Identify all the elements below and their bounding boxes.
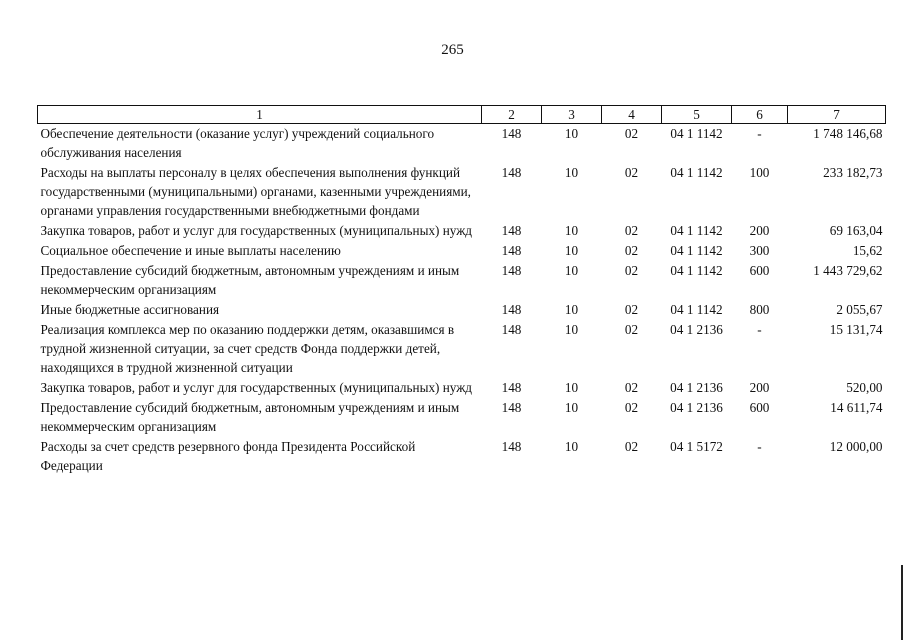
row-amount-cell: 520,00	[846, 380, 883, 395]
table-row	[38, 163, 886, 221]
row-code-3-cell: 10	[564, 380, 579, 395]
table-row	[38, 320, 886, 378]
row-code-6-cell: 600	[749, 263, 770, 278]
row-code-3-cell: 10	[564, 223, 579, 238]
row-code-4-cell: 02	[624, 380, 639, 395]
row-code-2-cell: 148	[501, 126, 522, 141]
row-name-cell: Реализация комплекса мер по оказанию поддержки детям, оказавшимся в трудной жизненной ситуации, за счет средств Фонда поддержки детей, находящихся в трудной жизненной ситуации	[40, 322, 455, 375]
row-code-6-cell: -	[757, 322, 762, 337]
row-name-cell: Предоставление субсидий бюджетным, автономным учреждениям и иным некоммерческим организациям	[40, 263, 460, 297]
row-code-6-cell: 600	[749, 400, 770, 415]
row-code-3-cell: 10	[564, 302, 579, 317]
row-amount-cell: 15 131,74	[829, 322, 883, 337]
row-code-3-cell: 10	[564, 400, 579, 415]
column-header-1: 1	[38, 106, 482, 124]
row-code-2-cell: 148	[501, 223, 522, 238]
row-amount-cell: 1 748 146,68	[813, 126, 883, 141]
row-code-2-cell: 148	[501, 400, 522, 415]
row-code-5-cell: 04 1 2136	[670, 400, 723, 415]
row-amount-cell: 14 611,74	[830, 400, 883, 415]
row-name-cell: Предоставление субсидий бюджетным, автономным учреждениям и иным некоммерческим организациям	[40, 400, 460, 434]
table-row	[38, 300, 886, 320]
column-header-4: 4	[602, 106, 662, 124]
row-code-5-cell: 04 1 1142	[670, 223, 723, 238]
row-code-6-cell: -	[757, 126, 762, 141]
row-code-4-cell: 02	[624, 126, 639, 141]
row-code-3-cell: 10	[564, 439, 579, 454]
column-header-7: 7	[788, 106, 886, 124]
row-code-6-cell: 200	[749, 223, 770, 238]
row-code-2-cell: 148	[501, 243, 522, 258]
row-name-cell: Иные бюджетные ассигнования	[40, 302, 220, 317]
row-code-6-cell: 100	[749, 165, 770, 180]
row-code-6-cell: 300	[749, 243, 770, 258]
page-number: 265	[441, 42, 464, 58]
row-code-3-cell: 10	[564, 322, 579, 337]
table-body	[38, 124, 886, 477]
row-code-5-cell: 04 1 2136	[670, 322, 723, 337]
column-header-3: 3	[542, 106, 602, 124]
table-row	[38, 398, 886, 437]
row-code-4-cell: 02	[624, 302, 639, 317]
page-edge-line	[901, 565, 903, 640]
table-row	[38, 241, 886, 261]
row-amount-cell: 1 443 729,62	[813, 263, 883, 278]
row-name-cell: Обеспечение деятельности (оказание услуг) учреждений социального обслуживания населения	[40, 126, 435, 160]
row-amount-cell: 233 182,73	[823, 165, 883, 180]
table-row	[38, 437, 886, 476]
row-code-6-cell: 200	[749, 380, 770, 395]
row-code-4-cell: 02	[624, 400, 639, 415]
table-row	[38, 124, 886, 164]
row-code-5-cell: 04 1 1142	[670, 243, 723, 258]
row-code-5-cell: 04 1 2136	[670, 380, 723, 395]
row-amount-cell: 2 055,67	[836, 302, 883, 317]
row-name-cell: Расходы на выплаты персоналу в целях обеспечения выполнения функций государственными (муниципальными) органами, казенными учреждениями, органами управления государственными внебюджетными фондами	[40, 165, 471, 218]
row-code-4-cell: 02	[624, 243, 639, 258]
row-name-cell: Социальное обеспечение и иные выплаты населению	[40, 243, 341, 258]
row-code-3-cell: 10	[564, 165, 579, 180]
table-header	[38, 106, 886, 124]
row-code-3-cell: 10	[564, 243, 579, 258]
table-row	[38, 378, 886, 398]
row-amount-cell: 69 163,04	[829, 223, 883, 238]
column-header-5: 5	[662, 106, 732, 124]
row-code-4-cell: 02	[624, 263, 639, 278]
row-code-2-cell: 148	[501, 439, 522, 454]
column-header-6: 6	[732, 106, 788, 124]
header-row	[38, 106, 886, 124]
row-code-5-cell: 04 1 1142	[670, 126, 723, 141]
budget-table	[37, 105, 886, 476]
row-code-5-cell: 04 1 5172	[670, 439, 723, 454]
row-code-3-cell: 10	[564, 263, 579, 278]
row-code-2-cell: 148	[501, 380, 522, 395]
row-code-2-cell: 148	[501, 302, 522, 317]
row-name-cell: Закупка товаров, работ и услуг для государственных (муниципальных) нужд	[40, 223, 473, 238]
table-row	[38, 261, 886, 300]
row-code-6-cell: -	[757, 439, 762, 454]
column-header-2: 2	[482, 106, 542, 124]
row-code-4-cell: 02	[624, 223, 639, 238]
row-code-5-cell: 04 1 1142	[670, 302, 723, 317]
row-code-3-cell: 10	[564, 126, 579, 141]
row-code-2-cell: 148	[501, 322, 522, 337]
row-code-2-cell: 148	[501, 165, 522, 180]
row-code-2-cell: 148	[501, 263, 522, 278]
row-code-4-cell: 02	[624, 165, 639, 180]
row-amount-cell: 15,62	[852, 243, 883, 258]
row-amount-cell: 12 000,00	[829, 439, 883, 454]
row-code-4-cell: 02	[624, 322, 639, 337]
row-code-5-cell: 04 1 1142	[670, 263, 723, 278]
row-name-cell: Расходы за счет средств резервного фонда Президента Российской Федерации	[40, 439, 416, 473]
row-code-4-cell: 02	[624, 439, 639, 454]
row-name-cell: Закупка товаров, работ и услуг для государственных (муниципальных) нужд	[40, 380, 473, 395]
table-row	[38, 221, 886, 241]
row-code-6-cell: 800	[749, 302, 770, 317]
row-code-5-cell: 04 1 1142	[670, 165, 723, 180]
